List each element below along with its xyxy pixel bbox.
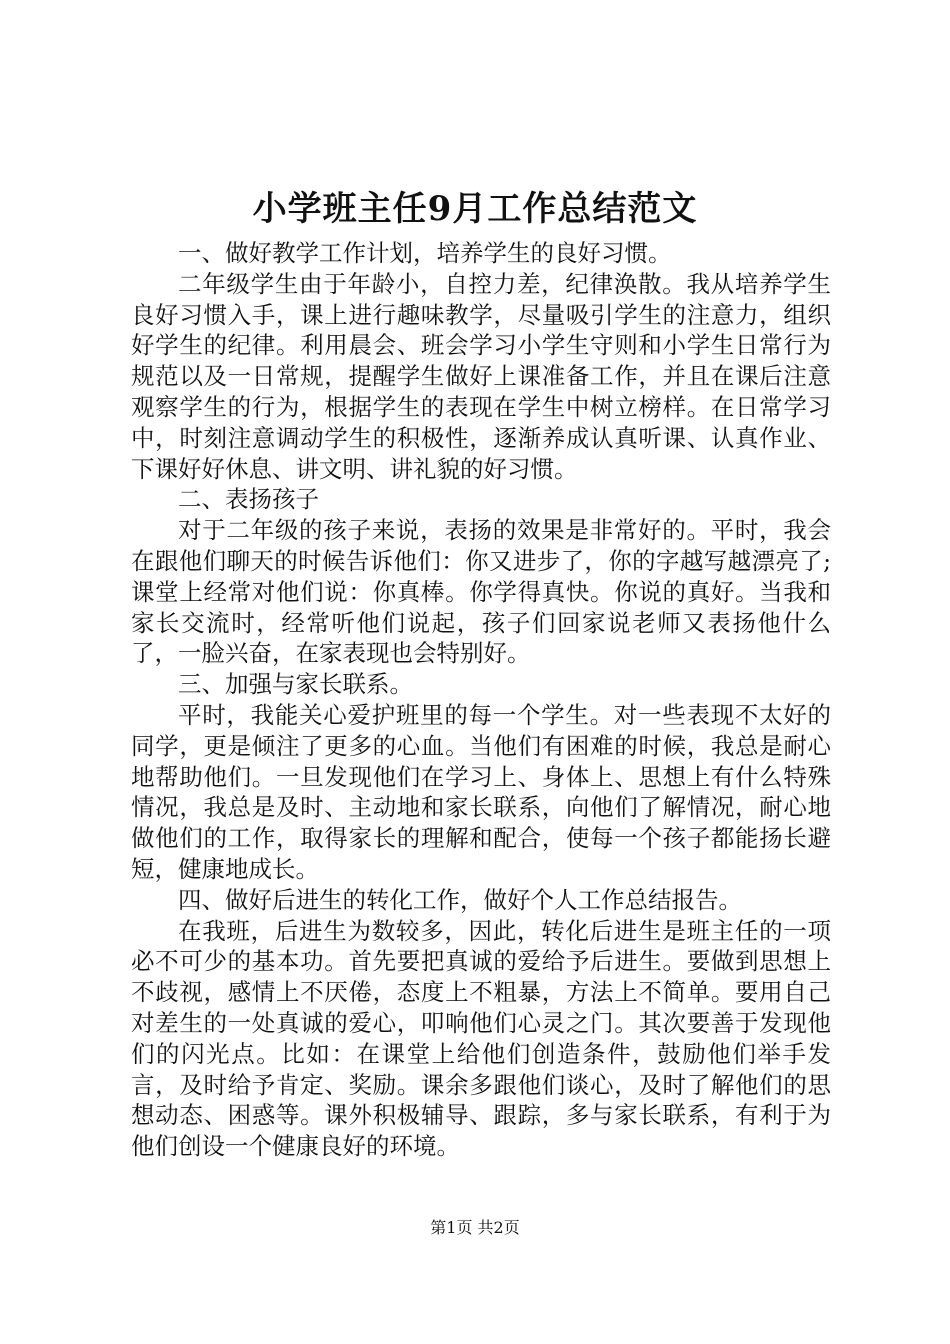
section-heading-4: 四、做好后进生的转化工作，做好个人工作总结报告。 — [178, 885, 742, 914]
section-heading-1: 一、做好教学工作计划，培养学生的良好习惯。 — [178, 239, 672, 267]
section-heading-2: 二、表扬孩子 — [178, 485, 319, 514]
document-body — [131, 238, 831, 1162]
paragraph-2: 对于二年级的孩子来说，表扬的效果是非常好的。平时，我会在跟他们聊天的时候告诉他们：你又进步了，你的字越写越漂亮了;课堂上经常对他们说：你真棒。你学得真快。你说的真好。当我和家长交流时，经常听他们说起，孩子们回家说老师又表扬他什么了，一脸兴奋，在家表现也会特别好。 — [131, 516, 831, 668]
paragraph-4: 在我班，后进生为数较多，因此，转化后进生是班主任的一项必不可少的基本功。首先要把真诚的爱给予后进生。要做到思想上不歧视，感情上不厌倦，态度上不粗暴，方法上不简单。要用自己对差生的一处真诚的爱心，叩响他们心灵之门。其次要善于发现他们的闪光点。比如：在课堂上给他们创造条件，鼓励他们举手发言，及时给予肯定、奖励。课余多跟他们谈心，及时了解他们的思想动态、困惑等。课外积极辅导、跟踪，多与家长联系，有利于为他们创设一个健康良好的环境。 — [131, 916, 831, 1161]
section-heading-3: 三、加强与家长联系。 — [178, 670, 413, 699]
page-number-footer: 第1页 共2页 — [430, 1218, 520, 1237]
document-title: 小学班主任9月工作总结范文 — [252, 189, 698, 229]
paragraph-1: 二年级学生由于年龄小，自控力差，纪律涣散。我从培养学生良好习惯入手，课上进行趣味教学，尽量吸引学生的注意力，组织好学生的纪律。利用晨会、班会学习小学生守则和小学生日常行为规范以及一日常规，提醒学生做好上课准备工作，并且在课后注意观察学生的行为，根据学生的表现在学生中树立榜样。在日常学习中，时刻注意调动学生的积极性，逐渐养成认真听课、认真作业、下课好好休息、讲文明、讲礼貌的好习惯。 — [131, 269, 831, 483]
paragraph-3: 平时，我能关心爱护班里的每一个学生。对一些表现不太好的同学，更是倾注了更多的心血。当他们有困难的时候，我总是耐心地帮助他们。一旦发现他们在学习上、身体上、思想上有什么特殊情况，我总是及时、主动地和家长联系，向他们了解情况，耐心地做他们的工作，取得家长的理解和配合，使每一个孩子都能扬长避短，健康地成长。 — [131, 700, 831, 883]
